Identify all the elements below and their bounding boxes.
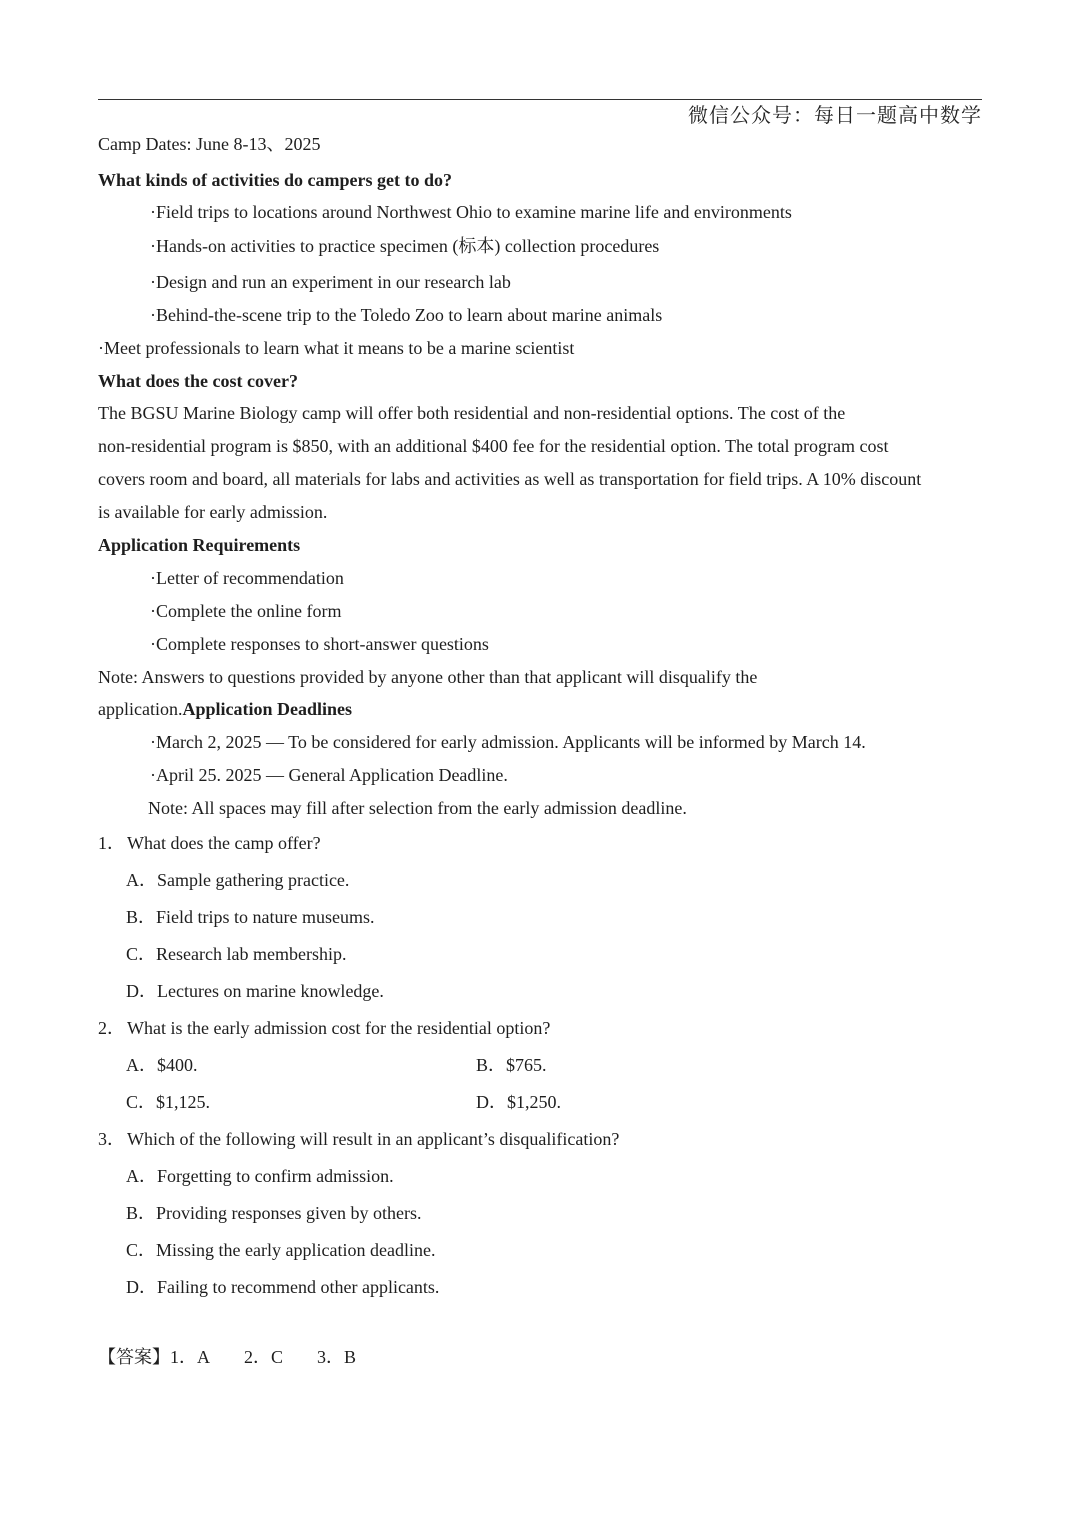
option-3d — [126, 1276, 439, 1298]
option-1b — [126, 906, 375, 928]
activity-item: ·Design and run an experiment in our research lab — [150, 272, 511, 292]
answer-item: 3．B — [317, 1347, 357, 1367]
option-text: Missing the early application deadline. — [156, 1240, 436, 1260]
requirement-item: ·Complete responses to short-answer questions — [150, 634, 489, 654]
option-letter: C． — [126, 944, 157, 964]
activities-heading: What kinds of activities do campers get to do? — [98, 170, 452, 190]
option-text: Failing to recommend other applicants. — [157, 1277, 440, 1297]
activity-item: ·Behind-the-scene trip to the Toledo Zoo to learn about marine animals — [150, 305, 663, 325]
option-text: Field trips to nature museums. — [156, 907, 375, 927]
activity-item: ·Field trips to locations around Northwest Ohio to examine marine life and environments — [150, 202, 792, 222]
question-number: 2． — [98, 1018, 125, 1038]
option-letter: A． — [126, 1166, 157, 1186]
question-3 — [98, 1128, 619, 1150]
requirements-note-end: application. — [98, 699, 183, 719]
option-letter: C． — [126, 1092, 157, 1112]
option-letter: D． — [126, 981, 157, 1001]
question-stem: What is the early admission cost for the residential option? — [127, 1018, 551, 1038]
option-2b — [476, 1054, 547, 1076]
option-1a — [126, 869, 349, 891]
deadlines-heading: Application Deadlines — [182, 699, 353, 719]
question-number: 1． — [98, 833, 125, 853]
header-rule — [98, 99, 982, 100]
option-letter: D． — [126, 1277, 157, 1297]
option-text: $1,125. — [156, 1092, 211, 1112]
option-letter: D． — [476, 1092, 507, 1112]
option-3b — [126, 1202, 422, 1224]
question-2 — [98, 1017, 550, 1039]
answer-item: 2．C — [244, 1347, 284, 1367]
activity-item: ·Meet professionals to learn what it means to be a marine scientist — [98, 338, 575, 358]
option-2d — [476, 1091, 561, 1113]
option-text: Research lab membership. — [156, 944, 347, 964]
option-1d — [126, 980, 384, 1002]
answer-item: 1．A — [170, 1347, 210, 1367]
option-1c — [126, 943, 346, 965]
option-2c — [126, 1091, 210, 1113]
option-2a — [126, 1054, 198, 1076]
option-text: $765. — [506, 1055, 547, 1075]
requirements-note: Note: Answers to questions provided by anyone other than that applicant will disqualify the — [98, 667, 758, 687]
deadline-note: Note: All spaces may fill after selection from the early admission deadline. — [148, 798, 687, 818]
question-1 — [98, 832, 321, 854]
answer-key — [98, 1346, 356, 1368]
option-letter: C． — [126, 1240, 157, 1260]
cost-paragraph-line: non-residential program is $850, with an additional $400 fee for the residential option. The total program cost — [98, 436, 889, 456]
option-text: $1,250. — [507, 1092, 561, 1112]
cost-paragraph-line: The BGSU Marine Biology camp will offer both residential and non-residential options. The cost of the — [98, 403, 846, 423]
option-3c — [126, 1239, 435, 1261]
header-watermark: 微信公众号：每日一题高中数学 — [688, 105, 982, 127]
cost-paragraph-line: is available for early admission. — [98, 502, 328, 522]
option-text: Sample gathering practice. — [157, 870, 350, 890]
option-letter: A． — [126, 1055, 157, 1075]
option-text: Providing responses given by others. — [156, 1203, 422, 1223]
deadline-item: ·April 25. 2025 — General Application Deadline. — [150, 765, 508, 785]
option-text: Forgetting to confirm admission. — [157, 1166, 394, 1186]
answer-label: 【答案】 — [98, 1347, 170, 1367]
cost-paragraph-line: covers room and board, all materials for labs and activities as well as transportation for field trips. A 10% discount — [98, 469, 922, 489]
option-letter: B． — [476, 1055, 507, 1075]
requirements-note-continued — [98, 698, 352, 720]
option-letter: B． — [126, 907, 157, 927]
question-number: 3． — [98, 1129, 125, 1149]
camp-dates: Camp Dates: June 8-13、2025 — [98, 134, 321, 154]
option-letter: A． — [126, 870, 157, 890]
option-letter: B． — [126, 1203, 157, 1223]
activity-item: ·Hands-on activities to practice specimen (标本) collection procedures — [150, 236, 660, 256]
requirements-heading: Application Requirements — [98, 535, 301, 555]
question-stem: What does the camp offer? — [127, 833, 321, 853]
option-3a — [126, 1165, 394, 1187]
requirement-item: ·Complete the online form — [150, 601, 342, 621]
cost-heading: What does the cost cover? — [98, 371, 298, 391]
requirement-item: ·Letter of recommendation — [150, 568, 344, 588]
question-stem: Which of the following will result in an applicant’s disqualification? — [127, 1129, 620, 1149]
deadline-item: ·March 2, 2025 — To be considered for early admission. Applicants will be informed by March 14. — [150, 732, 866, 752]
option-text: Lectures on marine knowledge. — [157, 981, 384, 1001]
option-text: $400. — [157, 1055, 198, 1075]
